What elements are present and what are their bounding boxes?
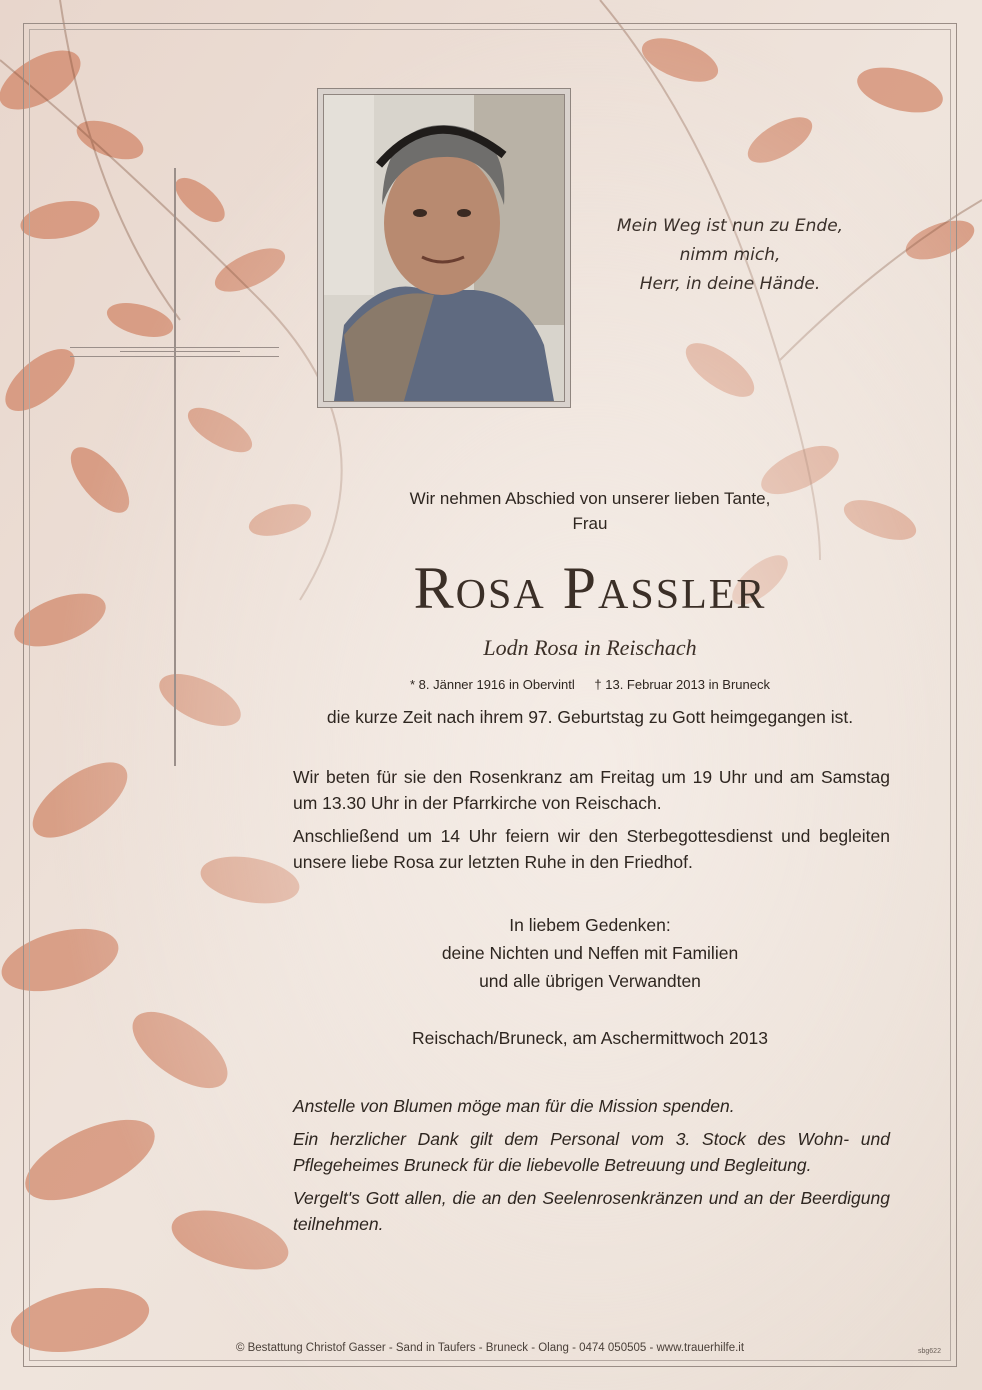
thanks-note: Ein herzlicher Dank gilt dem Personal vom 3. Stock des Wohn- und Pflegeheimes Bruneck für die liebevolle Betreuung und Begleitung.	[293, 1129, 890, 1175]
life-dates	[290, 677, 890, 692]
memory-heading: In liebem Gedenken:	[509, 915, 671, 935]
motto-line-2: nimm mich,	[679, 245, 781, 265]
closing-notes	[293, 1093, 890, 1244]
memory-line-1: deine Nichten und Neffen mit Familien	[441, 943, 739, 963]
motto-line-3: Herr, in deine Hände.	[639, 274, 821, 294]
deceased-name: Rosa Passler	[413, 555, 767, 621]
donation-note: Anstelle von Blumen möge man für die Mission spenden.	[293, 1096, 735, 1116]
death-date: † 13. Februar 2013 in Bruneck	[594, 677, 770, 692]
intro-line: Wir nehmen Abschied von unserer lieben Tante,	[409, 489, 771, 508]
design-code: sbg622	[918, 1348, 941, 1355]
funeral-home-footer: © Bestattung Christof Gasser - Sand in Taufers - Bruneck - Olang - 0474 050505 - www.trauerhilfe.it	[235, 1342, 745, 1354]
in-memory-block	[290, 911, 890, 995]
service-info	[293, 764, 890, 882]
birth-date: * 8. Jänner 1916 in Obervintl	[409, 677, 575, 692]
intro-text	[290, 486, 890, 536]
rosary-info: Wir beten für sie den Rosenkranz am Freitag um 19 Uhr und am Samstag um 13.30 Uhr in der Pfarrkirche von Reischach.	[293, 767, 890, 813]
place-date: Reischach/Bruneck, am Aschermittwoch 2013	[412, 1028, 768, 1048]
funeral-info: Anschließend um 14 Uhr feiern wir den Sterbegottesdienst und begleiten unsere liebe Rosa zur letzten Ruhe in den Friedhof.	[293, 826, 890, 872]
portrait-photo	[323, 94, 565, 402]
nickname: Lodn Rosa in Reischach	[483, 635, 697, 660]
salutation: Frau	[572, 514, 608, 533]
memory-line-2: und alle übrigen Verwandten	[479, 971, 701, 991]
cross-vertical-bar	[174, 168, 176, 766]
motto-verse	[560, 212, 900, 299]
motto-line-1: Mein Weg ist nun zu Ende,	[616, 216, 844, 236]
vergelts-note: Vergelt's Gott allen, die an den Seelenrosenkränzen und an der Beerdigung teilnehmen.	[293, 1188, 890, 1234]
passed-away-text: die kurze Zeit nach ihrem 97. Geburtstag zu Gott heimgegangen ist.	[326, 707, 854, 727]
cross-horizontal-bar	[70, 347, 279, 357]
portrait-frame	[317, 88, 571, 408]
